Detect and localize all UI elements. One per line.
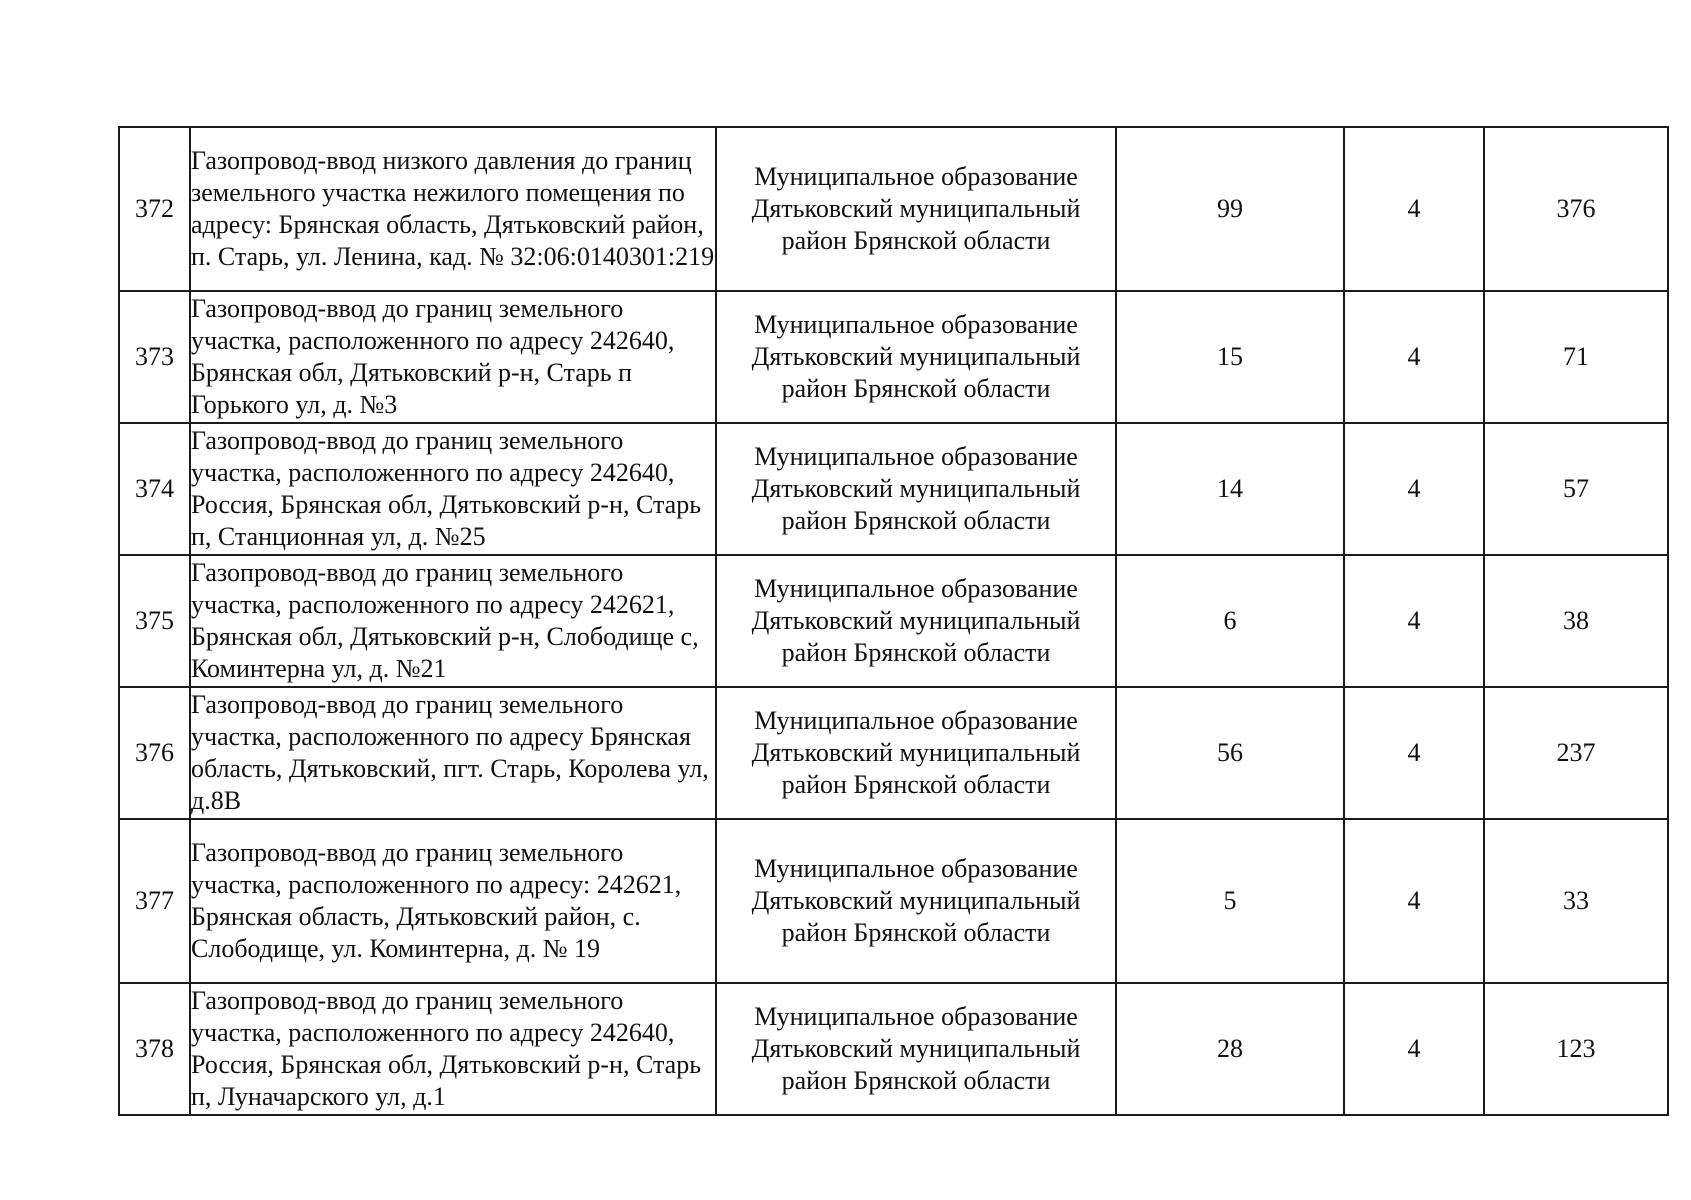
table-row [119, 555, 1668, 687]
row-number: 377 [119, 819, 190, 983]
value-cell-c: 71 [1484, 291, 1668, 423]
owner-name: Муниципальное образование Дятьковский муниципальный район Брянской области [716, 983, 1116, 1115]
owner-name: Муниципальное образование Дятьковский муниципальный район Брянской области [716, 555, 1116, 687]
value-cell-b: 4 [1344, 555, 1484, 687]
value-cell-b: 4 [1344, 291, 1484, 423]
value-cell-a: 99 [1116, 127, 1344, 291]
value-cell-b: 4 [1344, 819, 1484, 983]
table-row [119, 423, 1668, 555]
value-cell-c: 376 [1484, 127, 1668, 291]
owner-name: Муниципальное образование Дятьковский муниципальный район Брянской области [716, 423, 1116, 555]
object-description: Газопровод-ввод до границ земельного участка, расположенного по адресу Брянская область, Дятьковский, пгт. Старь, Королева ул, д.8В [190, 687, 716, 819]
object-description: Газопровод-ввод до границ земельного участка, расположенного по адресу 242621, Брянская обл, Дятьковский р-н, Слободище с, Коминтерна ул, д. №21 [190, 555, 716, 687]
value-cell-a: 14 [1116, 423, 1344, 555]
owner-name: Муниципальное образование Дятьковский муниципальный район Брянской области [716, 291, 1116, 423]
value-cell-a: 6 [1116, 555, 1344, 687]
row-number: 372 [119, 127, 190, 291]
value-cell-a: 56 [1116, 687, 1344, 819]
row-number: 375 [119, 555, 190, 687]
value-cell-c: 237 [1484, 687, 1668, 819]
value-cell-a: 28 [1116, 983, 1344, 1115]
row-number: 373 [119, 291, 190, 423]
value-cell-b: 4 [1344, 423, 1484, 555]
object-description: Газопровод-ввод до границ земельного участка, расположенного по адресу 242640, Россия, Брянская обл, Дятьковский р-н, Старь п, Станционная ул, д. №25 [190, 423, 716, 555]
owner-name: Муниципальное образование Дятьковский муниципальный район Брянской области [716, 127, 1116, 291]
value-cell-b: 4 [1344, 687, 1484, 819]
table-row [119, 291, 1668, 423]
registry-table [118, 126, 1669, 1116]
row-number: 378 [119, 983, 190, 1115]
object-description: Газопровод-ввод до границ земельного участка, расположенного по адресу 242640, Россия, Брянская обл, Дятьковский р-н, Старь п, Луначарского ул, д.1 [190, 983, 716, 1115]
object-description: Газопровод-ввод низкого давления до границ земельного участка нежилого помещения по адресу: Брянская область, Дятьковский район, п. Старь, ул. Ленина, кад. № 32:06:0140301:219 [190, 127, 716, 291]
value-cell-c: 123 [1484, 983, 1668, 1115]
table-row [119, 819, 1668, 983]
object-description: Газопровод-ввод до границ земельного участка, расположенного по адресу: 242621, Брянская область, Дятьковский район, с. Слободище, ул. Коминтерна, д. № 19 [190, 819, 716, 983]
value-cell-a: 5 [1116, 819, 1344, 983]
object-description: Газопровод-ввод до границ земельного участка, расположенного по адресу 242640, Брянская обл, Дятьковский р-н, Старь п Горького ул, д. №3 [190, 291, 716, 423]
value-cell-c: 38 [1484, 555, 1668, 687]
table-row [119, 687, 1668, 819]
row-number: 376 [119, 687, 190, 819]
value-cell-c: 33 [1484, 819, 1668, 983]
value-cell-b: 4 [1344, 983, 1484, 1115]
value-cell-b: 4 [1344, 127, 1484, 291]
owner-name: Муниципальное образование Дятьковский муниципальный район Брянской области [716, 687, 1116, 819]
owner-name: Муниципальное образование Дятьковский муниципальный район Брянской области [716, 819, 1116, 983]
table-row [119, 983, 1668, 1115]
value-cell-c: 57 [1484, 423, 1668, 555]
document-page [118, 126, 1667, 1116]
table-row [119, 127, 1668, 291]
row-number: 374 [119, 423, 190, 555]
value-cell-a: 15 [1116, 291, 1344, 423]
